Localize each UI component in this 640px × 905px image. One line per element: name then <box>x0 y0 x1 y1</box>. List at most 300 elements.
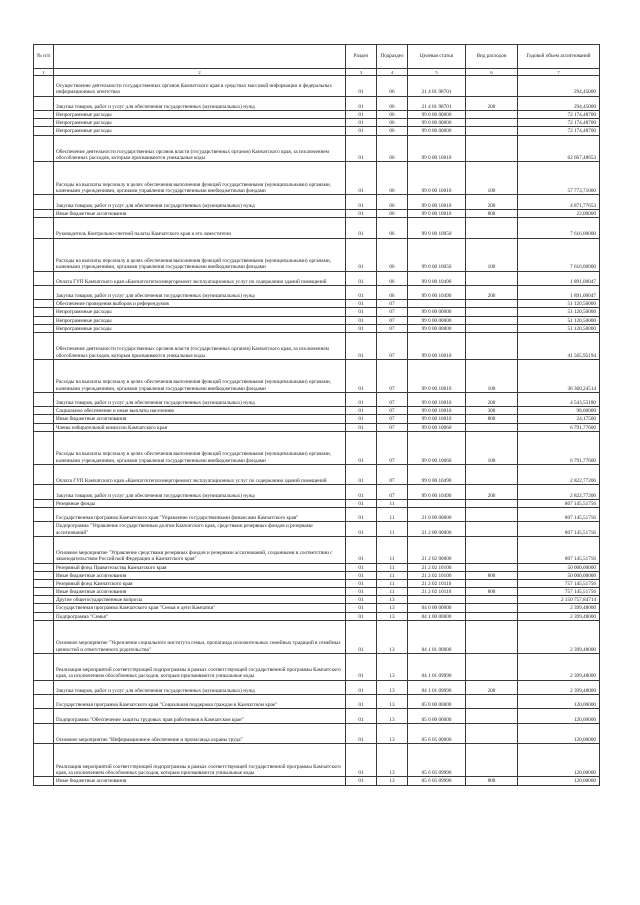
index-cell: 1 <box>34 69 54 76</box>
row-expense-type-cell: 100 <box>466 162 518 195</box>
table-body <box>34 76 600 786</box>
row-number-cell <box>34 485 54 499</box>
row-podrazdel-cell: 13 <box>377 680 408 694</box>
table-row <box>34 499 600 507</box>
row-expense-type-cell: 800 <box>466 777 518 785</box>
row-expense-type-cell: 800 <box>466 571 518 579</box>
row-amount-cell: 50 000,00000 <box>518 563 600 571</box>
row-target-article-cell <box>408 300 466 308</box>
row-number-cell <box>34 333 54 360</box>
row-name-cell: Резервный фонд Правительства Камчатского края <box>54 563 346 571</box>
row-number-cell <box>34 571 54 579</box>
row-target-article-cell: 99 0 00 10010 <box>408 392 466 406</box>
header-amount: Годовой объем ассигнований <box>518 45 600 69</box>
row-name-cell: Закупка товаров, работ и услуг для обеспечения государственных (муниципальных) нужд <box>54 195 346 209</box>
row-amount-cell: 2 822,77206 <box>518 485 600 499</box>
row-target-article-cell: 21 2 02 10100 <box>408 563 466 571</box>
row-podrazdel-cell: 13 <box>377 744 408 777</box>
row-expense-type-cell <box>466 653 518 680</box>
row-name-cell: Основное мероприятие "Укрепление социального института семьи, пропаганда положительных семейных традиций в семейных ценностей и ответственного родительства" <box>54 620 346 653</box>
row-target-article-cell: 21 2 00 00000 <box>408 522 466 536</box>
row-name-cell: Другие общегосударственные вопросы <box>54 596 346 604</box>
row-number-cell <box>34 392 54 406</box>
row-number-cell <box>34 135 54 162</box>
row-podrazdel-cell: 11 <box>377 563 408 571</box>
table-row <box>34 195 600 209</box>
row-expense-type-cell: 200 <box>466 392 518 406</box>
row-number-cell <box>34 407 54 415</box>
row-podrazdel-cell: 07 <box>377 392 408 406</box>
row-amount-cell: 6 791,77600 <box>518 431 600 464</box>
row-expense-type-cell <box>466 536 518 563</box>
row-target-article-cell: 99 0 00 00000 <box>408 324 466 332</box>
row-expense-type-cell: 200 <box>466 680 518 694</box>
table-row <box>34 324 600 332</box>
row-razdel-cell: 01 <box>346 415 377 423</box>
row-name-cell: Непрограммные расходы <box>54 119 346 127</box>
row-expense-type-cell <box>466 324 518 332</box>
row-number-cell <box>34 709 54 723</box>
row-name-cell: Закупка товаров, работ и услуг для обеспечения государственных (муниципальных) нужд <box>54 680 346 694</box>
row-podrazdel-cell: 07 <box>377 415 408 423</box>
row-number-cell <box>34 499 54 507</box>
row-expense-type-cell <box>466 308 518 316</box>
header-num: № п/п <box>34 45 54 69</box>
row-razdel-cell: 01 <box>346 653 377 680</box>
table-row <box>34 563 600 571</box>
row-podrazdel-cell: 13 <box>377 653 408 680</box>
table-row <box>34 423 600 431</box>
row-name-cell: Расходы на выплаты персоналу в целях обеспечения выполнения функций государственными (муниципальными) органами, казенными учреждениями, органами управления государственными внебюджетными фондами <box>54 431 346 464</box>
row-number-cell <box>34 415 54 423</box>
row-target-article-cell: 99 0 00 00000 <box>408 119 466 127</box>
row-amount-cell: 72 174,48700 <box>518 110 600 118</box>
row-podrazdel-cell: 11 <box>377 579 408 587</box>
row-name-cell: Иные бюджетные ассигнования <box>54 588 346 596</box>
row-razdel-cell: 01 <box>346 195 377 209</box>
row-razdel-cell: 01 <box>346 464 377 485</box>
row-amount-cell: 1 891,00047 <box>518 285 600 299</box>
table-row <box>34 271 600 285</box>
row-name-cell: Члены избирательной комиссии Камчатского края <box>54 423 346 431</box>
table-row <box>34 359 600 392</box>
row-target-article-cell <box>408 596 466 604</box>
row-target-article-cell: 99 0 00 10490 <box>408 271 466 285</box>
row-target-article-cell: 04 1 01 09990 <box>408 653 466 680</box>
row-number-cell <box>34 209 54 217</box>
row-number-cell <box>34 596 54 604</box>
row-razdel-cell: 01 <box>346 423 377 431</box>
row-razdel-cell: 01 <box>346 407 377 415</box>
row-amount-cell: 757 145,51756 <box>518 588 600 596</box>
row-razdel-cell: 01 <box>346 563 377 571</box>
row-expense-type-cell: 800 <box>466 209 518 217</box>
document-sheet <box>33 44 599 786</box>
row-razdel-cell: 01 <box>346 135 377 162</box>
row-amount-cell: 120,00000 <box>518 723 600 744</box>
row-expense-type-cell <box>466 271 518 285</box>
row-amount-cell: 2 150 757,84714 <box>518 596 600 604</box>
row-podrazdel-cell: 13 <box>377 777 408 785</box>
row-target-article-cell: 99 0 00 10010 <box>408 162 466 195</box>
row-razdel-cell: 01 <box>346 308 377 316</box>
row-amount-cell: 72 174,48700 <box>518 127 600 135</box>
row-target-article-cell: 05 6 05 00000 <box>408 723 466 744</box>
row-podrazdel-cell: 06 <box>377 238 408 271</box>
row-name-cell: Непрограммные расходы <box>54 127 346 135</box>
row-number-cell <box>34 238 54 271</box>
row-razdel-cell: 01 <box>346 536 377 563</box>
table-row <box>34 571 600 579</box>
row-name-cell: Иные бюджетные ассигнования <box>54 571 346 579</box>
row-razdel-cell: 01 <box>346 238 377 271</box>
row-razdel-cell: 01 <box>346 604 377 612</box>
row-name-cell: Государственная программа Камчатского края "Семья и дети Камчатки" <box>54 604 346 612</box>
header-razdel: Раздел <box>346 45 377 69</box>
row-name-cell: Обеспечение деятельности государственных органов власти (государственных органов) Камчатского края, за исключением обособленных расходов, которым присваиваются уникальные коды <box>54 333 346 360</box>
row-expense-type-cell <box>466 119 518 127</box>
row-amount-cell: 2 399,48000 <box>518 612 600 620</box>
table-row <box>34 507 600 521</box>
row-target-article-cell: 21 2 02 10110 <box>408 579 466 587</box>
row-podrazdel-cell: 06 <box>377 217 408 238</box>
row-razdel-cell: 01 <box>346 612 377 620</box>
row-name-cell: Закупка товаров, работ и услуг для обеспечения государственных (муниципальных) нужд <box>54 485 346 499</box>
row-amount-cell: 294,45000 <box>518 76 600 97</box>
row-expense-type-cell <box>466 110 518 118</box>
row-amount-cell: 294,45000 <box>518 96 600 110</box>
row-expense-type-cell <box>466 127 518 135</box>
row-target-article-cell: 99 0 00 10010 <box>408 135 466 162</box>
row-name-cell: Непрограммные расходы <box>54 110 346 118</box>
row-number-cell <box>34 522 54 536</box>
row-amount-cell: 51 120,50000 <box>518 300 600 308</box>
table-row <box>34 612 600 620</box>
row-name-cell: Реализация мероприятий соответствующей подпрограммы в рамках соответствующей государственной программы Камчатского края, за исключением обособленных расходов, которым присваиваются уникальные коды <box>54 744 346 777</box>
row-number-cell <box>34 308 54 316</box>
row-razdel-cell: 01 <box>346 119 377 127</box>
row-number-cell <box>34 744 54 777</box>
header-target-article: Целевая статья <box>408 45 466 69</box>
row-number-cell <box>34 119 54 127</box>
row-number-cell <box>34 563 54 571</box>
row-razdel-cell: 01 <box>346 620 377 653</box>
row-name-cell: Закупка товаров, работ и услуг для обеспечения государственных (муниципальных) нужд <box>54 392 346 406</box>
row-razdel-cell: 01 <box>346 522 377 536</box>
row-target-article-cell: 21 2 02 00000 <box>408 536 466 563</box>
row-amount-cell: 6 791,77600 <box>518 423 600 431</box>
row-expense-type-cell <box>466 76 518 97</box>
row-number-cell <box>34 695 54 709</box>
row-razdel-cell: 01 <box>346 359 377 392</box>
row-name-cell: Иные бюджетные ассигнования <box>54 777 346 785</box>
row-target-article-cell: 99 0 00 10010 <box>408 209 466 217</box>
row-expense-type-cell <box>466 579 518 587</box>
row-podrazdel-cell: 06 <box>377 76 408 97</box>
row-podrazdel-cell: 07 <box>377 485 408 499</box>
table-row <box>34 392 600 406</box>
table-row <box>34 777 600 785</box>
row-target-article-cell: 99 0 00 10060 <box>408 423 466 431</box>
row-name-cell: Резервные фонды <box>54 499 346 507</box>
index-cell: 3 <box>346 69 377 76</box>
row-amount-cell: 120,00000 <box>518 695 600 709</box>
row-target-article-cell: 99 0 00 00000 <box>408 110 466 118</box>
row-podrazdel-cell: 13 <box>377 709 408 723</box>
row-razdel-cell: 01 <box>346 217 377 238</box>
row-podrazdel-cell: 13 <box>377 695 408 709</box>
row-amount-cell: 120,00000 <box>518 777 600 785</box>
row-number-cell <box>34 316 54 324</box>
row-target-article-cell: 04 0 00 00000 <box>408 604 466 612</box>
row-amount-cell: 57 773,71000 <box>518 162 600 195</box>
table-row <box>34 308 600 316</box>
row-name-cell: Подпрограмма "Обеспечение защиты трудовых прав работников в Камчатском крае" <box>54 709 346 723</box>
row-amount-cell: 41 565,95194 <box>518 333 600 360</box>
row-podrazdel-cell: 07 <box>377 359 408 392</box>
row-expense-type-cell: 800 <box>466 588 518 596</box>
row-podrazdel-cell: 11 <box>377 499 408 507</box>
row-amount-cell: 2 399,48000 <box>518 604 600 612</box>
row-number-cell <box>34 271 54 285</box>
row-amount-cell: 2 399,48000 <box>518 680 600 694</box>
row-expense-type-cell: 800 <box>466 415 518 423</box>
row-podrazdel-cell: 06 <box>377 127 408 135</box>
budget-table <box>33 44 600 786</box>
row-number-cell <box>34 423 54 431</box>
row-razdel-cell: 01 <box>346 209 377 217</box>
row-number-cell <box>34 653 54 680</box>
row-target-article-cell: 99 0 00 10010 <box>408 407 466 415</box>
row-podrazdel-cell: 13 <box>377 723 408 744</box>
row-number-cell <box>34 127 54 135</box>
row-target-article-cell <box>408 499 466 507</box>
row-razdel-cell: 01 <box>346 695 377 709</box>
row-podrazdel-cell: 11 <box>377 536 408 563</box>
row-podrazdel-cell: 06 <box>377 162 408 195</box>
table-row <box>34 709 600 723</box>
row-amount-cell: 4 543,53180 <box>518 392 600 406</box>
row-amount-cell: 807 145,51756 <box>518 536 600 563</box>
table-row <box>34 723 600 744</box>
row-amount-cell: 22,00000 <box>518 209 600 217</box>
row-razdel-cell: 01 <box>346 777 377 785</box>
row-podrazdel-cell: 07 <box>377 308 408 316</box>
row-expense-type-cell: 200 <box>466 485 518 499</box>
row-podrazdel-cell: 11 <box>377 571 408 579</box>
row-target-article-cell: 21 2 02 10110 <box>408 588 466 596</box>
row-amount-cell: 120,00000 <box>518 709 600 723</box>
row-expense-type-cell <box>466 709 518 723</box>
row-razdel-cell: 01 <box>346 744 377 777</box>
row-podrazdel-cell: 06 <box>377 209 408 217</box>
row-amount-cell: 1 891,00047 <box>518 271 600 285</box>
index-cell: 2 <box>54 69 346 76</box>
row-expense-type-cell <box>466 604 518 612</box>
row-expense-type-cell: 200 <box>466 195 518 209</box>
row-podrazdel-cell: 06 <box>377 285 408 299</box>
row-number-cell <box>34 195 54 209</box>
row-number-cell <box>34 604 54 612</box>
table-row <box>34 407 600 415</box>
table-row <box>34 96 600 110</box>
row-number-cell <box>34 76 54 97</box>
row-number-cell <box>34 620 54 653</box>
row-razdel-cell: 01 <box>346 571 377 579</box>
row-target-article-cell: 99 0 00 10490 <box>408 464 466 485</box>
table-row <box>34 620 600 653</box>
row-expense-type-cell: 100 <box>466 359 518 392</box>
row-amount-cell: 2 822,77206 <box>518 464 600 485</box>
row-name-cell: Непрограммные расходы <box>54 308 346 316</box>
table-row <box>34 464 600 485</box>
row-expense-type-cell <box>466 596 518 604</box>
table-row <box>34 485 600 499</box>
row-amount-cell: 757 145,51756 <box>518 579 600 587</box>
row-podrazdel-cell: 07 <box>377 300 408 308</box>
row-name-cell: Социальное обеспечение и иные выплаты населению <box>54 407 346 415</box>
header-expense-type: Вид расходов <box>466 45 518 69</box>
row-expense-type-cell: 100 <box>466 238 518 271</box>
row-razdel-cell: 01 <box>346 324 377 332</box>
row-amount-cell: 51 120,50000 <box>518 308 600 316</box>
row-name-cell: Непрограммные расходы <box>54 316 346 324</box>
row-podrazdel-cell: 06 <box>377 195 408 209</box>
row-target-article-cell: 99 0 00 10490 <box>408 285 466 299</box>
table-row <box>34 536 600 563</box>
row-name-cell: Расходы на выплаты персоналу в целях обеспечения выполнения функций государственными (муниципальными) органами, казенными учреждениями, органами управления государственными внебюджетными фондами <box>54 238 346 271</box>
row-podrazdel-cell: 07 <box>377 464 408 485</box>
row-amount-cell: 24,17500 <box>518 415 600 423</box>
row-razdel-cell: 01 <box>346 110 377 118</box>
table-row <box>34 653 600 680</box>
table-row <box>34 119 600 127</box>
table-row <box>34 695 600 709</box>
row-target-article-cell: 05 0 00 00000 <box>408 695 466 709</box>
table-row <box>34 110 600 118</box>
row-name-cell: Закупка товаров, работ и услуг для обеспечения государственных (муниципальных) нужд <box>54 285 346 299</box>
row-razdel-cell: 01 <box>346 127 377 135</box>
column-index-row <box>34 69 600 76</box>
row-razdel-cell: 01 <box>346 333 377 360</box>
table-row <box>34 162 600 195</box>
index-cell: 5 <box>408 69 466 76</box>
row-number-cell <box>34 431 54 464</box>
row-target-article-cell: 99 0 00 10050 <box>408 238 466 271</box>
row-target-article-cell: 99 0 00 10490 <box>408 485 466 499</box>
row-razdel-cell: 01 <box>346 392 377 406</box>
index-cell: 4 <box>377 69 408 76</box>
row-razdel-cell: 01 <box>346 285 377 299</box>
table-row <box>34 596 600 604</box>
row-target-article-cell: 99 0 00 00000 <box>408 316 466 324</box>
row-razdel-cell: 01 <box>346 300 377 308</box>
table-row <box>34 415 600 423</box>
row-podrazdel-cell: 07 <box>377 316 408 324</box>
row-target-article-cell: 21 0 00 00000 <box>408 507 466 521</box>
row-amount-cell: 2 399,48000 <box>518 653 600 680</box>
table-row <box>34 431 600 464</box>
row-target-article-cell: 99 0 00 00000 <box>408 127 466 135</box>
row-name-cell: Обеспечение проведения выборов и референдумов <box>54 300 346 308</box>
row-target-article-cell: 05 6 05 09990 <box>408 744 466 777</box>
index-cell: 6 <box>466 69 518 76</box>
row-razdel-cell: 01 <box>346 579 377 587</box>
row-razdel-cell: 01 <box>346 680 377 694</box>
row-razdel-cell: 01 <box>346 162 377 195</box>
row-number-cell <box>34 777 54 785</box>
row-amount-cell: 4 871,77653 <box>518 195 600 209</box>
row-name-cell: Осуществление деятельности государственных органов Камчатского края в средствах массовой информации и федеральных информационных агентствах <box>54 76 346 97</box>
row-name-cell: Закупка товаров, работ и услуг для обеспечения государственных (муниципальных) нужд <box>54 96 346 110</box>
row-name-cell: Оплата ГУП Камчатского края «Камчатсктеплоэнергоремонт эксплуатационных услуг по содержанию зданий помещений <box>54 464 346 485</box>
row-expense-type-cell <box>466 695 518 709</box>
row-amount-cell: 51 120,50000 <box>518 316 600 324</box>
row-number-cell <box>34 162 54 195</box>
row-podrazdel-cell: 07 <box>377 407 408 415</box>
table-row <box>34 76 600 97</box>
row-name-cell: Реализация мероприятий соответствующей подпрограммы в рамках соответствующей государственной программы Камчатского края, за исключением обособленных расходов, которым присваиваются уникальные коды <box>54 653 346 680</box>
row-amount-cell: 7 616,00000 <box>518 238 600 271</box>
row-podrazdel-cell: 11 <box>377 507 408 521</box>
row-expense-type-cell: 200 <box>466 96 518 110</box>
table-row <box>34 300 600 308</box>
table-row <box>34 316 600 324</box>
row-razdel-cell: 01 <box>346 271 377 285</box>
row-amount-cell: 7 616,00000 <box>518 217 600 238</box>
row-razdel-cell: 01 <box>346 507 377 521</box>
table-row <box>34 744 600 777</box>
row-name-cell: Расходы на выплаты персоналу в целях обеспечения выполнения функций государственными (муниципальными) органами, казенными учреждениями, органами управления государственными внебюджетными фондами <box>54 359 346 392</box>
row-podrazdel-cell: 06 <box>377 96 408 110</box>
row-amount-cell: 2 399,48000 <box>518 620 600 653</box>
row-name-cell: Обеспечение деятельности государственных органов власти (государственных органов) Камчатского края, за исключением обособленных расходов, которым присваиваются уникальные коды <box>54 135 346 162</box>
row-podrazdel-cell: 13 <box>377 604 408 612</box>
row-target-article-cell: 21 2 02 10100 <box>408 571 466 579</box>
table-row <box>34 209 600 217</box>
row-number-cell <box>34 110 54 118</box>
row-number-cell <box>34 723 54 744</box>
row-expense-type-cell: 200 <box>466 285 518 299</box>
row-amount-cell: 98,00000 <box>518 407 600 415</box>
table-row <box>34 135 600 162</box>
row-target-article-cell: 99 0 00 10010 <box>408 195 466 209</box>
row-expense-type-cell <box>466 217 518 238</box>
row-number-cell <box>34 507 54 521</box>
row-amount-cell: 72 174,48700 <box>518 119 600 127</box>
table-row <box>34 522 600 536</box>
row-name-cell: Иные бюджетные ассигнования <box>54 415 346 423</box>
row-podrazdel-cell: 13 <box>377 612 408 620</box>
row-razdel-cell: 01 <box>346 76 377 97</box>
row-expense-type-cell <box>466 423 518 431</box>
row-number-cell <box>34 588 54 596</box>
table-row <box>34 127 600 135</box>
row-podrazdel-cell: 07 <box>377 324 408 332</box>
index-cell: 7 <box>518 69 600 76</box>
table-header-row <box>34 45 600 69</box>
row-number-cell <box>34 680 54 694</box>
table-row <box>34 238 600 271</box>
table-row <box>34 604 600 612</box>
row-podrazdel-cell: 06 <box>377 119 408 127</box>
row-name-cell: Расходы на выплаты персоналу в целях обеспечения выполнения функций государственными (муниципальными) органами, казенными учреждениями, органами управления государственными внебюджетными фондами <box>54 162 346 195</box>
row-podrazdel-cell: 11 <box>377 522 408 536</box>
table-row <box>34 333 600 360</box>
row-number-cell <box>34 359 54 392</box>
table-row <box>34 588 600 596</box>
row-razdel-cell: 01 <box>346 316 377 324</box>
